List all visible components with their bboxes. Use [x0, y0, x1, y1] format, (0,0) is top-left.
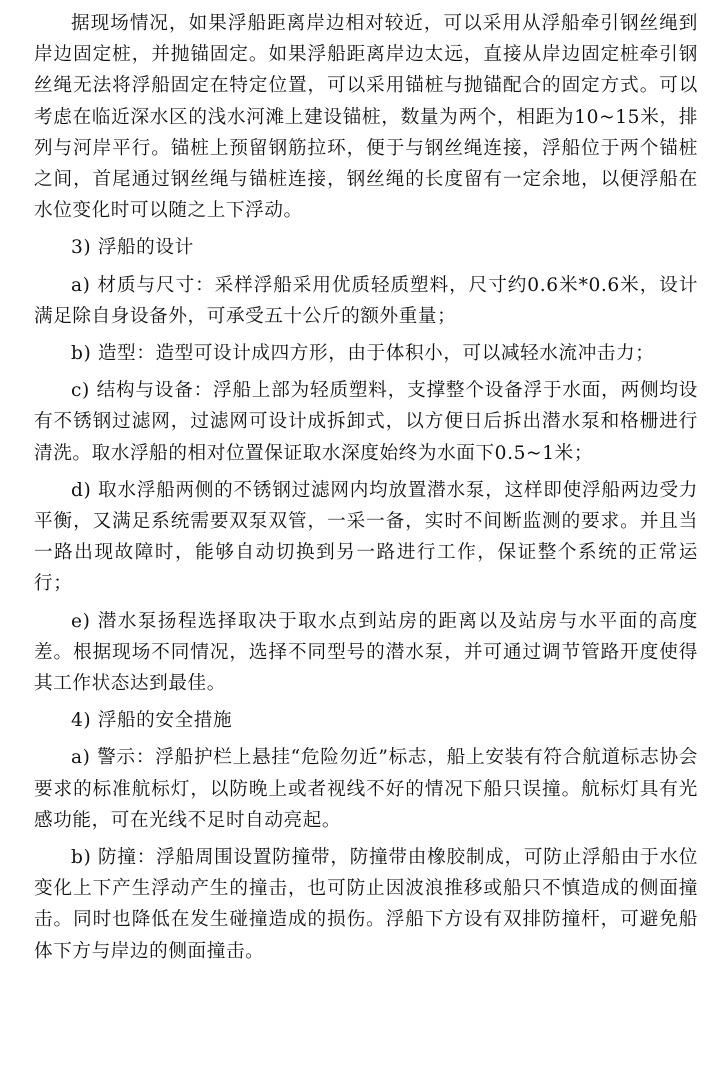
- section-heading-design: 3) 浮船的设计: [71, 237, 194, 259]
- paragraph-mooring: 据现场情况，如果浮船距离岸边相对较近，可以采用从浮船牵引钢丝绳到岸边固定桩，并抛锚固定。如果浮船距离岸边太远，直接从岸边固定桩牵引钢丝绳无法将浮船固定在特定位置，可以采用锚桩与抛锚配合的固定方式。可以考虑在临近深水区的浅水河滩上建设锚桩，数量为两个，相距为10~15米，排列与河岸平行。锚桩上预留钢筋拉环，便于与钢丝绳连接，浮船位于两个锚桩之间，首尾通过钢丝绳与锚桩连接，钢丝绳的长度留有一定余地，以便浮船在水位变化时可以随之上下浮动。: [34, 13, 698, 222]
- paragraph-material-size: a) 材质与尺寸：采样浮船采用优质轻质塑料，尺寸约0.6米*0.6米，设计满足除自身设备外，可承受五十公斤的额外重量；: [34, 274, 698, 327]
- paragraph-warning: a) 警示：浮船护栏上悬挂“危险勿近”标志，船上安装有符合航道标志协会要求的标准航标灯，以防晚上或者视线不好的情况下船只误撞。航标灯具有光感功能，可在光线不足时自动亮起。: [34, 747, 698, 831]
- paragraph-shape: b) 造型：造型可设计成四方形，由于体积小，可以减轻水流冲击力；: [71, 343, 655, 365]
- paragraph-anti-collision: b) 防撞：浮船周围设置防撞带，防撞带由橡胶制成，可防止浮船由于水位变化上下产生浮动产生的撞击，也可防止因波浪推移或船只不慎造成的侧面撞击。同时也降低在发生碰撞造成的损伤。浮船下方设有双排防撞杆，可避免船体下方与岸边的侧面撞击。: [34, 847, 698, 962]
- paragraph-pump-placement: d) 取水浮船两侧的不锈钢过滤网内均放置潜水泵，这样即使浮船两边受力平衡，又满足系统需要双泵双管，一采一备，实时不间断监测的要求。并且当一路出现故障时，能够自动切换到另一路进行工作，保证整个系统的正常运行；: [34, 479, 698, 595]
- paragraph-structure-equipment: c) 结构与设备：浮船上部为轻质塑料，支撑整个设备浮于水面，两侧均设有不锈钢过滤网，过滤网可设计成拆卸式，以方便日后拆出潜水泵和格栅进行清洗。取水浮船的相对位置保证取水深度始终为水面下0.5~1米；: [34, 380, 698, 464]
- section-heading-safety: 4) 浮船的安全措施: [71, 710, 233, 732]
- paragraph-pump-head: e) 潜水泵扬程选择取决于取水点到站房的距离以及站房与水平面的高度差。根据现场不同情况，选择不同型号的潜水泵，并可通过调节管路开度使得其工作状态达到最佳。: [34, 610, 698, 695]
